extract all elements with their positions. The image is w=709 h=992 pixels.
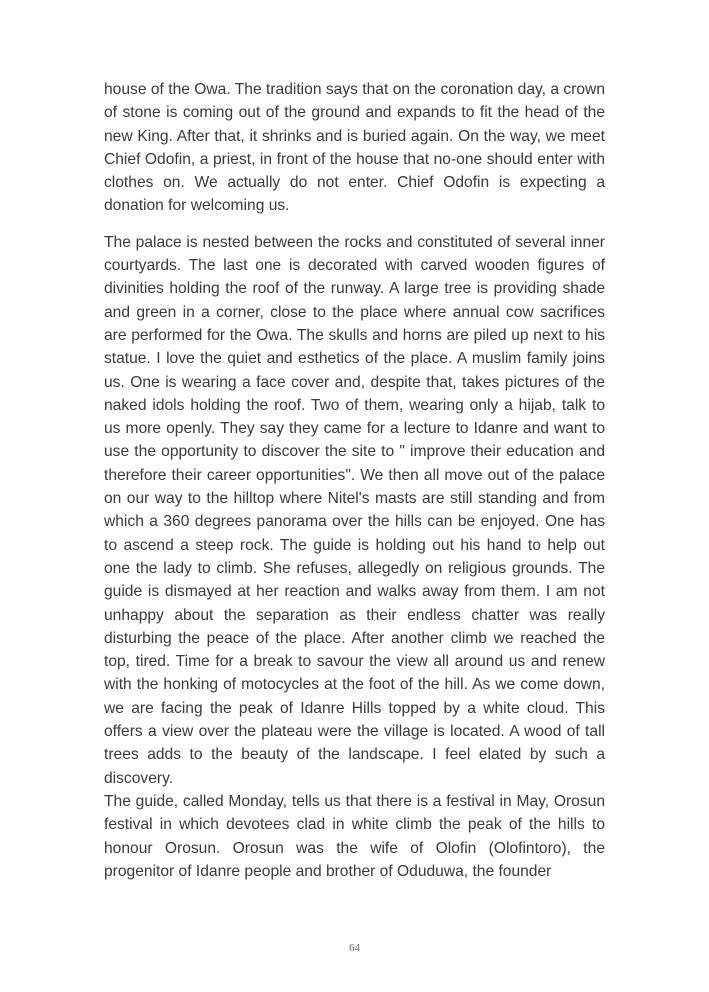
paragraph-palace: The palace is nested between the rocks and constituted of several inner courtyards. The last one is decorated with carved wooden figures of divinities holding the roof of the runway. A large tree is providing shade and green in a corner, close to the place where annual cow sacrifices are performed for the Owa. The skulls and horns are piled up next to his statue. I love the quiet and esthetics of the place. A muslim family joins us. One is wearing a face cover and, despite that, takes pictures of the naked idols holding the roof. Two of them, wearing only a hijab, talk to us more openly. They say they came for a lecture to Idanre and want to use the opportunity to discover the site to " improve their education and therefore their career opportunities". We then all move out of the palace on our way to the hilltop where Nitel's masts are still standing and from which a 360 degrees panorama over the hills can be enjoyed. One has to ascend a steep rock. The guide is holding out his hand to help out one the lady to climb. She refuses, allegedly on religious grounds. The guide is dismayed at her reaction and walks away from them. I am not unhappy about the separation as their endless chatter was really disturbing the peace of the place. After another climb we reached the top, tired. Time for a break to savour the view all around us and renew with the honking of motocycles at the foot of the hill. As we come down, we are facing the peak of Idanre Hills topped by a white cloud. This offers a view over the plateau were the village is located. A wood of tall trees adds to the beauty of the landscape. I feel elated by such a discovery. bbox=[104, 233, 605, 787]
paragraph-coronation: house of the Owa. The tradition says that on the coronation day, a crown of stone is coming out of the ground and expands to fit the head of the new King. After that, it shrinks and is buried again. On the way, we meet Chief Odofin, a priest, in front of the house that no-one should enter with clothes on. We actually do not enter. Chief Odofin is expecting a donation for welcoming us. bbox=[104, 81, 605, 215]
paragraph-festival: The guide, called Monday, tells us that there is a festival in May, Orosun festival in which devotees clad in white climb the peak of the hills to honour Orosun. Orosun was the wife of Olofin (Olofintoro), the progenitor of Idanre people and brother of Oduduwa, the founder bbox=[104, 792, 605, 880]
body-text bbox=[104, 78, 605, 883]
page-number: 64 bbox=[349, 942, 360, 954]
